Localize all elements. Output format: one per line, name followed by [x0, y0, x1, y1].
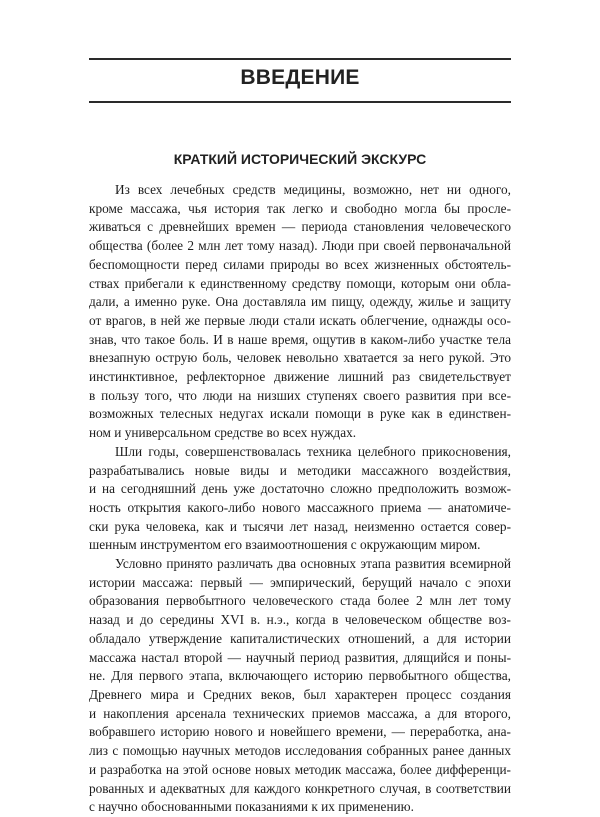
text-line: и на сегодняшний день уже достаточно сложно предположить возмож- [89, 481, 511, 497]
body-text [89, 181, 511, 817]
text-line: лиз с помощью научных методов исследования собранных ранее данных [89, 743, 511, 759]
text-line: назад и до середины XVI в. н.э., когда в человеческом обществе воз- [89, 612, 511, 628]
text-line: рованных и адекватных для каждого конкретного случая, в соответствии [89, 780, 511, 796]
text-line: дали, а именно руке. Она доставляла им пищу, одежду, жилье и защиту [89, 294, 511, 310]
chapter-top-rule [89, 58, 511, 60]
chapter-title: ВВЕДЕНИЕ [240, 66, 360, 89]
text-line: не. Для первого этапа, включающего историю первобытного общества, [89, 668, 511, 684]
text-line: возможных телесных недугах искали помощи в руке как в единствен- [89, 406, 511, 422]
text-line: ность открытия какого-либо нового массажного приема — анатомиче- [89, 499, 511, 515]
text-line: с научно обоснованными показаниями к их применению. [89, 799, 414, 815]
text-line: Из всех лечебных средств медицины, возможно, нет ни одного, [115, 182, 511, 197]
text-line: общества (более 2 млн лет тому назад). Люди при своей первоначальной [89, 238, 511, 254]
text-line: массажа настал второй — научный период развития, длящийся и поны- [89, 649, 511, 665]
paragraph [89, 443, 511, 555]
text-line: образования первобытного человеческого стада более 2 млн лет тому [89, 593, 511, 609]
text-line: ствах прибегали к единственному средству помощи, которым они обла- [89, 275, 511, 291]
text-line: живаться с древнейших времен — периода становления человеческого [89, 219, 511, 235]
text-line: знав, что такое боль. И в наше время, ощутив в каком-либо участке тела [89, 331, 511, 347]
text-line: кроме массажа, чья история так легко и свободно могла бы просле- [89, 200, 511, 216]
text-line: истории массажа: первый — эмпирический, берущий начало с эпохи [89, 574, 511, 590]
text-line: от врагов, в ней же первые люди стали искать облегчение, однажды осо- [89, 312, 511, 328]
text-line: в пользу того, что люди на низших ступенях своего развития при все- [89, 387, 511, 403]
text-line: вобравшего историю нового и новейшего времени, — переработка, ана- [89, 724, 511, 740]
text-line: ски рука человека, как и тысячи лет назад, неизменно остается совер- [89, 518, 511, 534]
text-line: и разработка на этой основе новых методик массажа, более дифференци- [89, 761, 511, 777]
text-line: и накопления арсенала технических приемов массажа, а для второго, [89, 705, 511, 721]
text-line: шенным инструментом его взаимоотношения с окружающим миром. [89, 537, 481, 553]
chapter-bottom-rule [89, 101, 511, 103]
paragraph [89, 181, 511, 443]
text-line: беспомощности перед силами природы во всех жизненных обстоятель- [89, 256, 511, 272]
paragraph [89, 555, 511, 817]
text-line: внезапную острую боль, человек невольно хватается за него рукой. Это [89, 350, 511, 366]
text-line: ном и универсальном средстве во всех нуждах. [89, 425, 357, 441]
text-line: Условно принято различать два основных этапа развития всемирной [115, 556, 511, 572]
text-line: обладало утверждение капиталистических отношений, а для истории [89, 630, 511, 646]
section-title: КРАТКИЙ ИСТОРИЧЕСКИЙ ЭКСКУРС [173, 151, 427, 167]
text-line: разрабатывались новые виды и методики массажного воздействия, [89, 462, 511, 478]
text-line: Шли годы, совершенствовалась техника целебного прикосновения, [115, 443, 511, 459]
text-line: Древнего мира и Средних веков, был характерен процесс создания [89, 686, 511, 702]
text-line: инстинктивное, рефлекторное движение лишний раз свидетельствует [89, 369, 511, 385]
